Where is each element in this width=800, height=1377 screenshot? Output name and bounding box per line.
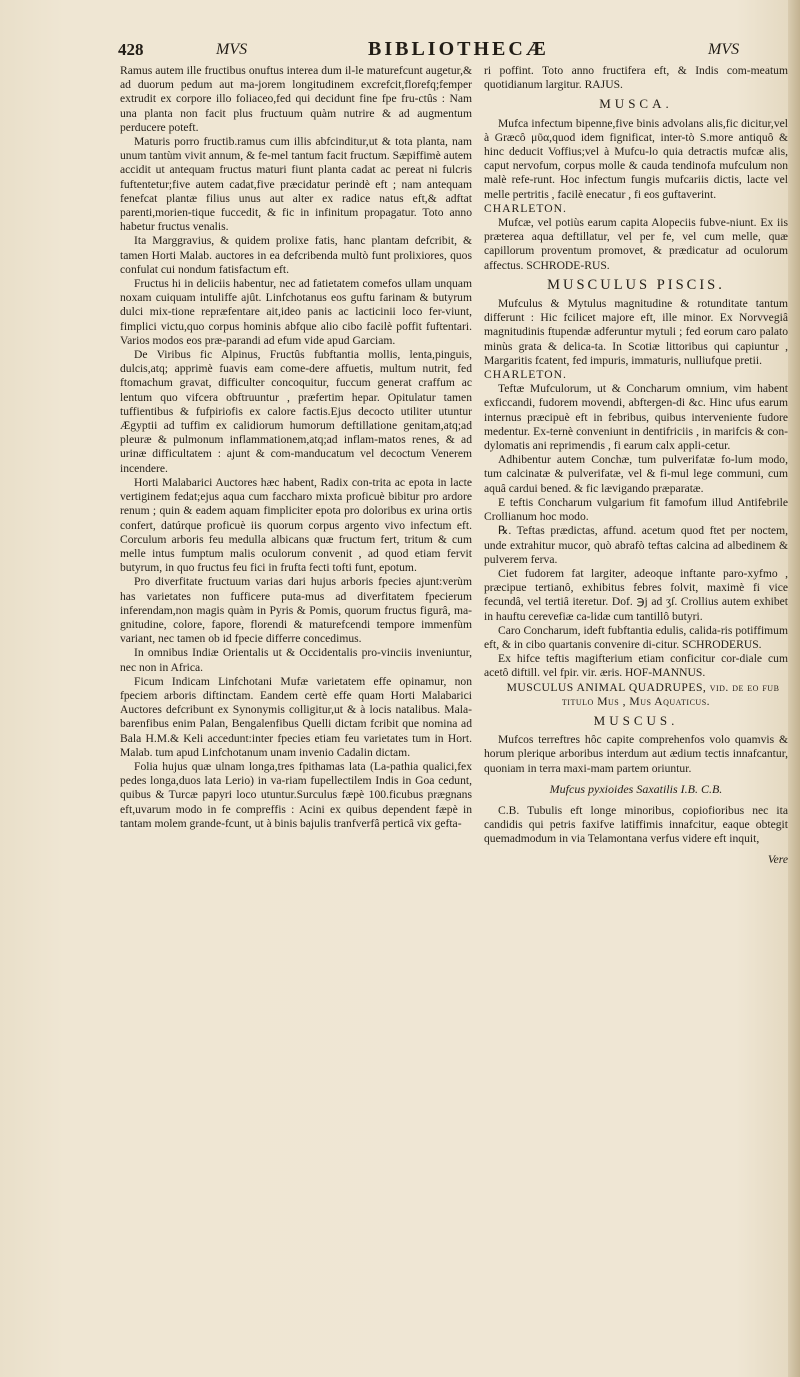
species-subheading: Mufcus pyxioides Saxatilis I.B. C.B. (549, 781, 723, 796)
paragraph: Ita Marggravius, & quidem prolixe fatis, hanc plantam defcribit, & tamen Horti Malab. auctores in ea defcribenda multò funt prolixiores, quos confulat cui nondum fatisfactum eft. (120, 234, 472, 276)
author-line: CHARLETON. (484, 368, 567, 382)
right-column (484, 64, 788, 867)
running-header (118, 40, 778, 64)
paragraph: Maturis porro fructib.ramus cum illis abfcinditur,ut & tota planta, nam unum tantùm vivit annum, & fe-mel tantum facit fructum. Sæpiffimè autem accidit ut antequam fructus maturi fiunt planta cadat ac pereat ni fulcris fuftentetur;five autem cadat,five præcidatur perindè eft ; nam antequam fenefcat plantæ filius unus aut alter ex radice natus eft,& adftat parenti,morien-tique fuccedit, & fic in infinitum propagatur. Toto anno habetur fructus venalis. (120, 135, 472, 234)
paragraph: Folia hujus quæ ulnam longa,tres fpithamas lata (La-pathia qualici,fex pedes longa,duos lata Lerio) in va-riam fupellectilem Indis in Goa cedunt, quibus & Turcæ papyri loco utuntur.Surculus fæpè 100.ficubus prægnans eft,uvarum modo in fe compreffis : Acini ex quibus dependent fæpè in tantam molem grande-fcunt, ut à binis bajulis tranfverfâ perticâ vix gefta- (120, 759, 472, 830)
paragraph: Ramus autem ille fructibus onuftus interea dum il-le maturefcunt augetur,& ad duorum pedum aut ma-jorem longitudinem excrefcit,florefq;femper extrudit ex corpore illo foliaceo,fed qui decidunt fine fpe fru-ctûs : Nam una planta non facit plus fructuum quàm nutrire & ad augmentum perducere poteft. (120, 64, 472, 134)
paragraph: C.B. Tubulis eft longe minoribus, copiofioribus nec ita candidis qui petris faxifve latiffimis innafcitur, eaque obtegit quemadmodum in via Telamontana verfus videre eft inquit, (484, 803, 788, 846)
page-number: 428 (118, 40, 144, 59)
paragraph: Ex hifce teftis magifterium etiam conficitur cor-diale cum acetô diftill. vel fpir. vir. æris. HOF-MANNUS. (484, 652, 788, 680)
section-heading-musca: MUSCA. (599, 96, 673, 112)
cross-reference: MUSCULUS ANIMAL QUADRUPES, vid. de eo fub titulo Mus , Mus Aquaticus. (506, 680, 780, 708)
running-head-left: MVS (216, 41, 248, 58)
paragraph: Ficum Indicam Linfchotani Mufæ varietatem effe opinamur, non fpeciem arboris diftinctam. Eandem certè effe quam Horti Malabarici Auctores defcribunt ex Synonymis colligitur,ut & à locis natalibus. Mala-barenfibus enim Palan, Bengalenfibus Quelli dictam fcribit que nomina ad Bala H.M.& Keli accedunt:inter fpecies etiam feu varietates tum in Hort. Malab. tum apud Linfchotanum unam invenio Cadalin dictam. (120, 674, 472, 759)
section-heading-muscus: MUSCUS. (593, 712, 679, 728)
paragraph: Adhibentur autem Conchæ, tum pulverifatæ fo-lum modo, tum calcinatæ & pulverifatæ, vel & fi-mul lege communi, cum aquâ cardui bened. & fic lævigando præparatæ. (484, 453, 788, 495)
left-column (120, 64, 472, 831)
paragraph: Horti Malabarici Auctores hæc habent, Radix con-trita ac epota in lacte vertiginem fedat;ejus aqua cum faccharo mixta proficuè bibitur pro ardore renum ; quin & eadem aquam fimpliciter epota pro doloribus ex urina ortis confert, datúrque proficuè iis quorum corpus argento vivo infectum eft. Corculum arboris feu medulla albicans quæ fructum fert, tritum & cum melle intus fumptum malis oculorum convenit , ad quod etiam fervit butyrum, in quo fructus feu fici in frufta fecti tofti funt, epotum. (120, 475, 472, 575)
catchword: Vere (767, 852, 788, 866)
paragraph: ri poffint. Toto anno fructifera eft, & Indis com-meatum quotidianum largitur. RAJUS. (484, 64, 788, 92)
paragraph: Pro diverfitate fructuum varias dari hujus arboris fpecies ajunt:verùm has varietates non fufficere puta-mus ad diverfitatem fpecierum inferendam,non magis quàm in Pyris & Pomis, quorum fructus figurâ, ma-gnitudine, colore, fapore, florendi & maturefcendi tempore immenfùm variant, nec tamen ob id fpecie differre concedimus. (120, 575, 472, 646)
paragraph: Mufca infectum bipenne,five binis advolans alis,fic dicitur,vel à Græcô μῦα,quod idem fignificat, inter-tò S.more antiquô & hinc deducit Voffius;vel à Mufcu-lo quia detractis mufcæ alis, caput nervofum, corpus molle & cauda tendinofa mufculum non malè refe-runt. Hoc infectum fungis mufcariis dictis, lacte vel melle pertritis , facilè enecatur , fi eos guftaverint. (484, 116, 788, 201)
paragraph: Mufculus & Mytulus magnitudine & rotunditate tantum differunt : Hic fcilicet majore eft, ille minor. Ex Norvvegiâ magnitudinis ftupendæ adferuntur mytuli ; fed eorum caro palato minùs grata & delica-ta. In Scotiæ littoribus qui capiuntur , Margaritis fcatent, fed impuris, immaturis, nulliufque pretii. (484, 297, 788, 367)
author-line: CHARLETON. (484, 201, 567, 215)
paragraph: Fructus hi in deliciis habentur, nec ad fatietatem comefos ullam unquam noxam cuiquam intuliffe ajût. Linfchotanus eos guftu farinam & butyrum dulci mix-tione repræfentare ait,ideo panis ac lacticinii loco fer-viunt, fimplici victu,quo corpus hominis abfque alio cibo facilè poffit fuftentari. Varios modos eos præ-parandi ad efum vide apud Garciam. (120, 277, 472, 347)
paragraph: E teftis Concharum vulgarium fit famofum illud Antifebrile Crollianum hoc modo. (484, 495, 788, 524)
paragraph: Mufcos terreftres hôc capite comprehenfos volo quamvis & horum plerique arboribus interdum aut ædium tectis innafcantur, quoniam in terra maxi-mam partem oriuntur. (484, 733, 788, 775)
paragraph: Caro Concharum, ideft fubftantia edulis, calida-ris potiffimum eft, & in cibo quartanis convenire di-citur. SCHRODERUS. (484, 623, 788, 651)
paragraph: Teftæ Mufculorum, ut & Concharum omnium, vim habent exficcandi, fudorem movendi, abftergen-di &c. Hinc ufus earum internus præcipuè eft in febribus, quibus interveniente fudore medentur. Ex-ternè conveniunt in dentifriciis , in marifcis & con-dylomatis ani reprimendis , fi earum calx appli-cetur. (484, 382, 788, 453)
running-head-right: MVS (708, 41, 740, 58)
paragraph: ℞. Teftas prædictas, affund. acetum quod ftet per noctem, unde extrahitur mucor, quò abrafò teftas calcina ad albedinem & pulverem ferva. (484, 524, 788, 566)
paragraph: In omnibus Indiæ Orientalis ut & Occidentalis pro-vinciis inveniuntur, nec non in Africa. (120, 646, 472, 674)
paragraph: Ciet fudorem fat largiter, adeoque inftante paro-xyfmo , præcipue tertianô, exhibitus febres folvit, maximè fi vice fecundâ, vel tertiâ iteretur. Dof. ℈j ad ʒſ. Crollius autem exhibet in hauftu cerevefiæ ca-lidæ cum tantillô butyri. (484, 566, 788, 623)
running-head-title: BIBLIOTHECÆ (368, 38, 549, 60)
paragraph: Mufcæ, vel potiùs earum capita Alopeciis fubve-niunt. Ex iis præterea aqua deftillatur, vel per fe, vel cum melle, quæ capillorum proventum promovet, & prædicatur ad oculorum affectus. SCHRODE-RUS. (484, 216, 788, 272)
page-edge (788, 0, 800, 1377)
paragraph: De Viribus fic Alpinus, Fructûs fubftantia mollis, lenta,pinguis, dulcis,atq; apprimè fuavis eam come-dere affuetis, multum nutrit, fed ftomachum gravat, difficulter concoquitur, fuccum generat craffum ac lentum quo vifcera obftruuntur , præfertim hepar. Opitulatur tamen tuffientibus & fufpiriofis ex calore factis.Ejus decocto utiliter utuntur Ægyptii ad tuffim ex calidiorum humorum deftillatione genitam,atq;ad pleuræ & pulmonum inflammationem,atq;ad inflam-matos renes, & ad urinæ difficultatem : ajunt & com-manducatum vel decoctum Venerem incendere. (120, 348, 472, 475)
section-heading-musculus-piscis: MUSCULUS PISCIS. (547, 276, 725, 293)
